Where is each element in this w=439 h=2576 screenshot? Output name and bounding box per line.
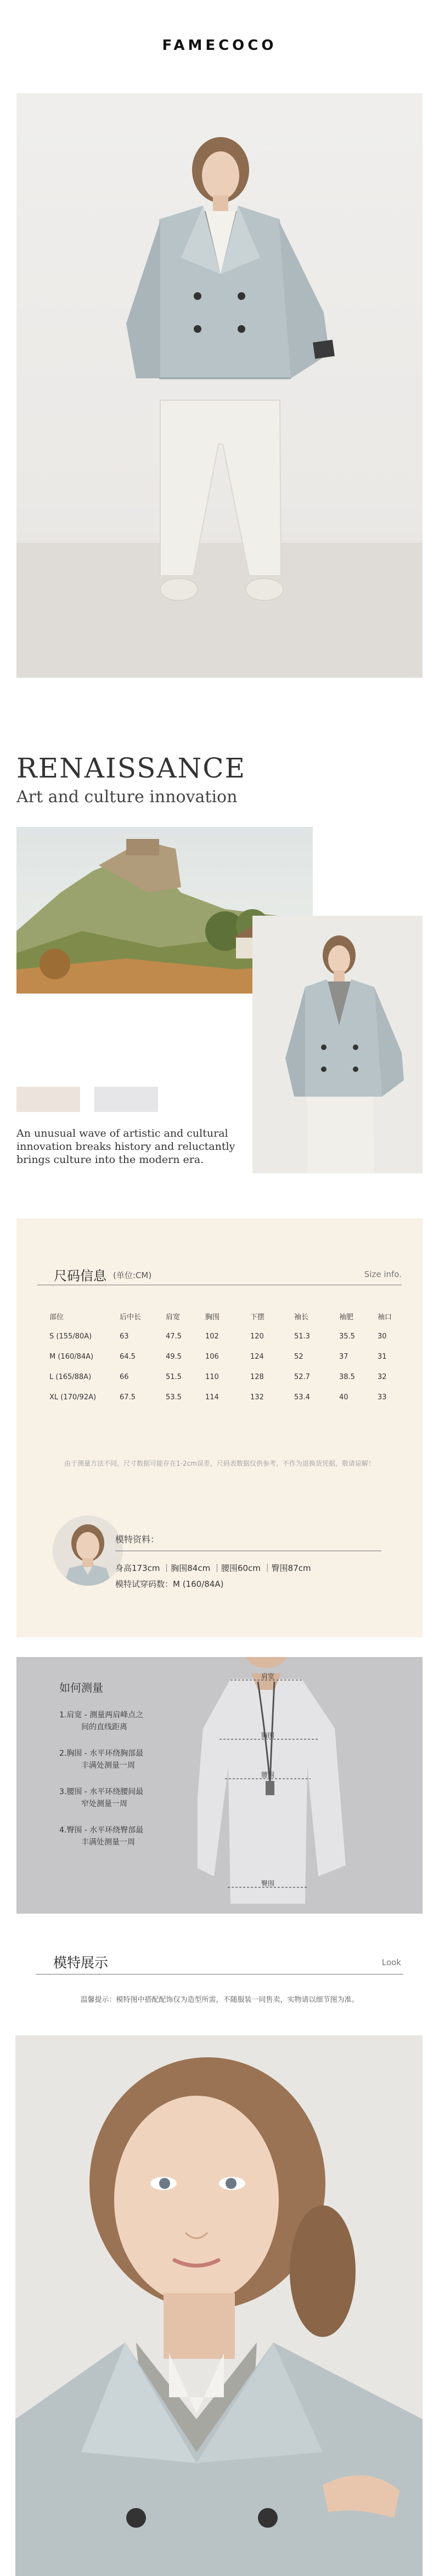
measure-item-number: 4. (59, 1826, 67, 1835)
table-cell: 32 (378, 1373, 387, 1381)
table-header-cell: 下摆 (250, 1313, 265, 1321)
table-cell: 40 (339, 1393, 348, 1402)
measure-item (59, 1709, 143, 1733)
table-header-cell: 后中长 (120, 1313, 142, 1321)
table-cell: 38.5 (339, 1373, 355, 1381)
size-chart-title: 尺码信息 (54, 1269, 106, 1284)
size-chart-section (16, 1218, 423, 1637)
table-cell: 63 (120, 1332, 129, 1341)
size-table (49, 1306, 405, 1408)
table-cell: 37 (339, 1353, 348, 1361)
measure-label-shoulder: 肩宽 (261, 1672, 275, 1680)
measure-item-text: 肩宽 - 测量两肩峰点之 (66, 1711, 144, 1720)
measure-item-text: 丰满处测量一周 (81, 1838, 135, 1847)
table-cell: 52.7 (294, 1373, 310, 1381)
table-cell: 106 (205, 1353, 219, 1361)
table-header-cell: 胸围 (205, 1313, 220, 1321)
measure-item (59, 1824, 143, 1848)
look-section-header (36, 1950, 403, 1974)
renaissance-subtitle: Art and culture innovation (16, 787, 238, 807)
table-cell: 51.5 (166, 1373, 182, 1381)
table-cell: 128 (250, 1373, 264, 1381)
measure-label-chest: 胸围 (261, 1732, 275, 1739)
table-cell: 64.5 (120, 1353, 136, 1361)
table-cell: 52 (294, 1353, 303, 1361)
table-cell: 124 (250, 1353, 264, 1361)
measure-item-number: 3. (59, 1788, 67, 1796)
table-cell: 114 (205, 1393, 219, 1402)
table-cell: 31 (378, 1353, 387, 1361)
secondary-model-photo (252, 916, 423, 1173)
table-cell: XL (170/92A) (49, 1393, 97, 1402)
color-swatch-grey (94, 1087, 158, 1112)
measure-item-text: 腰围 - 水平环绕腰间最 (66, 1788, 144, 1796)
size-info-label: Size info. (364, 1269, 402, 1279)
hero-model-photo (16, 93, 423, 678)
table-cell: 66 (120, 1373, 129, 1381)
table-cell: 102 (205, 1332, 219, 1341)
model-size-worn: 模特试穿码数：M (160/84A) (115, 1579, 224, 1589)
renaissance-paragraph: An unusual wave of artistic and cultural innovation breaks history and reluctantly brings culture into the modern era. (16, 1127, 235, 1166)
measure-item (59, 1786, 143, 1810)
brand-logo: FAMECOCO (162, 37, 277, 54)
measure-item-text: 窄处测量一周 (81, 1800, 127, 1808)
table-cell: 53.5 (166, 1393, 182, 1402)
table-cell: 35.5 (339, 1332, 355, 1341)
table-cell: M (160/84A) (49, 1353, 94, 1361)
table-cell: 30 (378, 1332, 387, 1341)
measure-item-text: 丰满处测量一周 (81, 1761, 135, 1770)
measure-item-number: 1. (59, 1711, 67, 1720)
table-cell: L (165/88A) (49, 1373, 92, 1381)
table-cell: 132 (250, 1393, 264, 1402)
table-cell: 47.5 (166, 1332, 182, 1341)
table-cell: 49.5 (166, 1353, 182, 1361)
how-to-measure-section (16, 1657, 423, 1914)
hero-model-figure (16, 93, 423, 678)
table-cell: S (155/80A) (49, 1332, 92, 1341)
measure-item (59, 1747, 143, 1772)
table-header-cell: 部位 (49, 1313, 64, 1321)
table-row (49, 1347, 405, 1367)
renaissance-title: RENAISSANCE (16, 752, 246, 784)
measure-item-number: 2. (59, 1749, 67, 1758)
look-title: 模特展示 (53, 1955, 109, 1971)
table-cell: 51.3 (294, 1332, 310, 1341)
size-table-header-row (49, 1306, 405, 1326)
table-cell: 53.4 (294, 1393, 310, 1402)
jacket-button-icon (194, 292, 201, 300)
table-cell: 120 (250, 1332, 264, 1341)
measure-label-waist: 腰围 (261, 1771, 275, 1779)
table-cell: 110 (205, 1373, 219, 1381)
table-row (49, 1367, 405, 1387)
table-row (49, 1387, 405, 1408)
measure-diagram (198, 1657, 423, 1914)
table-cell: 67.5 (120, 1393, 136, 1402)
table-row (49, 1326, 405, 1347)
size-chart-unit: (单位:CM) (113, 1270, 152, 1280)
measure-title: 如何测量 (59, 1681, 103, 1694)
size-chart-note: 由于测量方法不同，尺寸数据可能存在1-2cm误差，尺码表数据仅供参考，不作为退换货凭据，敬请谅解！ (64, 1460, 375, 1467)
measure-label-hip: 臀围 (261, 1880, 275, 1887)
color-swatch-beige (16, 1087, 80, 1112)
table-header-cell: 袖长 (294, 1313, 309, 1321)
measure-item-text: 臀围 - 水平环绕臀部最 (66, 1826, 144, 1835)
look-note: 温馨提示：模特图中搭配配饰仅为造型所需，不随服装一同售卖，实物请以细节图为准。 (80, 1996, 359, 2004)
size-chart-header (37, 1265, 402, 1285)
table-header-cell: 袖肥 (339, 1313, 354, 1321)
model-closeup-photo (15, 2035, 423, 2576)
table-cell: 33 (378, 1393, 387, 1402)
table-header-cell: 肩宽 (166, 1313, 181, 1321)
model-info-title: 模特资料： (115, 1534, 160, 1545)
measure-item-text: 间的直线距离 (81, 1723, 127, 1732)
table-header-cell: 袖口 (378, 1313, 392, 1321)
look-en-label: Look (381, 1957, 401, 1967)
measure-item-text: 胸围 - 水平环绕胸部最 (66, 1749, 144, 1758)
model-avatar (53, 1516, 123, 1586)
model-measurements: 身高173cm ｜胸围84cm ｜腰围60cm ｜臀围87cm (115, 1563, 311, 1573)
